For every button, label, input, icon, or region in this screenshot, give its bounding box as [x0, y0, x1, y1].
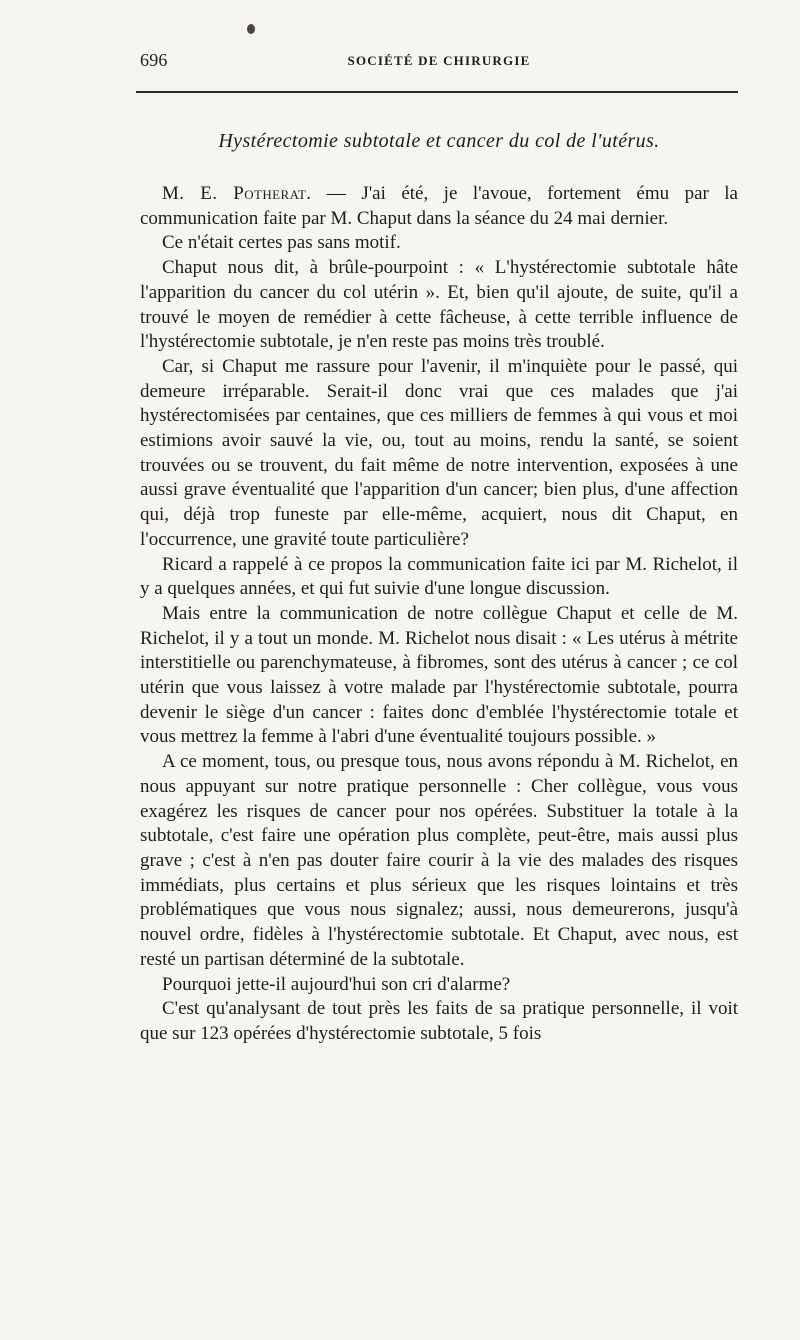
speaker-dash: —	[311, 183, 362, 204]
speaker-name: M. E. Potherat.	[162, 183, 312, 204]
page-number: 696	[140, 50, 168, 70]
paragraph: C'est qu'analysant de tout près les faits de sa pratique personnelle, il voit que sur 123 opérées d'hystérectomie subtotale, 5 fois	[140, 998, 738, 1044]
ink-mark	[247, 24, 255, 34]
running-head: SOCIÉTÉ DE CHIRURGIE	[347, 53, 531, 68]
paragraph	[140, 182, 738, 231]
paragraph-text: J'ai été, je l'avoue, fortement ému par la communication faite par M. Chaput dans la séance du 24 mai dernier.	[140, 183, 738, 229]
page-header	[140, 50, 738, 76]
paragraph: Pourquoi jette-il aujourd'hui son cri d'alarme?	[162, 973, 511, 995]
paragraph: Ce n'était certes pas sans motif.	[162, 232, 401, 254]
article-title: Hystérectomie subtotale et cancer du col de l'utérus.	[218, 130, 660, 152]
paragraph: Mais entre la communication de notre collègue Chaput et celle de M. Richelot, il y a tout un monde. M. Richelot nous disait : « Les utérus à métrite interstitielle ou parenchymateuse, à fibromes, sont des utérus à cancer ; ce col utérin que vous laissez à votre malade par l'hystérectomie subtotale, pourra devenir le siège d'un cancer : faites donc d'emblée l'hystérectomie totale et vous mettrez la femme à l'abri d'une éventualité toujours possible. »	[140, 602, 738, 748]
paragraph: Chaput nous dit, à brûle-pourpoint : « L'hystérectomie subtotale hâte l'apparition du cancer du col utérin ». Et, bien qu'il ajoute, de suite, qu'il a trouvé le moyen de remédier à cette fâcheuse, à cette terrible influence de l'hystérectomie subtotale, je n'en reste pas moins très troublé.	[140, 257, 738, 353]
article-body	[140, 182, 738, 1047]
header-rule	[136, 91, 738, 93]
paragraph: A ce moment, tous, ou presque tous, nous avons répondu à M. Richelot, en nous appuyant sur notre pratique personnelle : Cher collègue, vous vous exagérez les risques de cancer pour nos opérées. Substituer la totale à la subtotale, c'est faire une opération plus complète, peut-être, mais aussi plus grave ; c'est à n'en pas douter faire courir à la vie des malades des risques immédiats, plus certains et plus sérieux que les risques lointains et très problématiques que vous nous signalez; aussi, nous demeurerons, jusqu'à nouvel ordre, fidèles à l'hystérectomie subtotale. Et Chaput, avec nous, est resté un partisan déterminé de la subtotale.	[140, 751, 738, 970]
paragraph: Car, si Chaput me rassure pour l'avenir, il m'inquiète pour le passé, qui demeure irréparable. Serait-il donc vrai que ces malades que j'ai hystérectomisées par centaines, que ces milliers de femmes à qui vous et moi estimions avoir sauvé la vie, ou, tout au moins, rendu la santé, se soient trouvées ou se trouvent, du fait même de notre intervention, exposées à une aussi grave éventualité que l'apparition d'un cancer; bien plus, d'une affection qui, déjà trop funeste par elle-même, acquiert, nous dit Chaput, en l'occurrence, une gravité toute particulière?	[140, 355, 738, 550]
paragraph: Ricard a rappelé à ce propos la communication faite ici par M. Richelot, il y a quelques années, et qui fut suivie d'une longue discussion.	[140, 553, 738, 600]
